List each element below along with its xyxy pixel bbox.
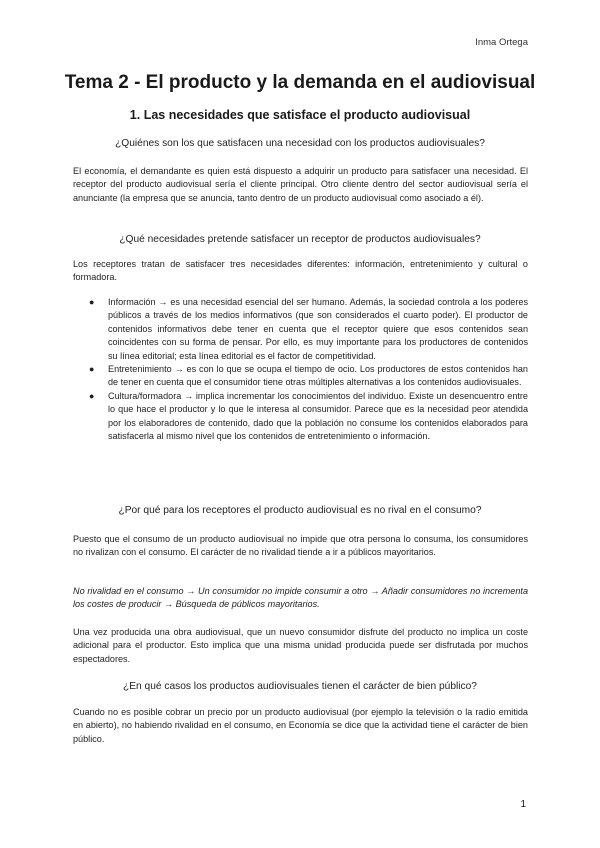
page-title: Tema 2 - El producto y la demanda en el audiovisual [64,72,536,93]
author-header: Inma Ortega [475,37,528,48]
question-heading-1: ¿Quiénes son los que satisfacen una necesidad con los productos audiovisuales? [115,138,485,149]
paragraph-1: El economía, el demandante es quien está dispuesto a adquirir un producto para satisfacer una necesidad. El receptor del producto audiovisual sería el cliente principal. Otro cliente dentro del sector audiovisual sería el anunciante (la empresa que se anuncia, tanto dentro de un producto audiovisual como asociado a él). [73,166,528,203]
section-heading: 1. Las necesidades que satisface el producto audiovisual [129,108,471,122]
list-item: ● Entretenimiento → es con lo que se ocupa el tiempo de ocio. Los productores de estos contenidos han de tener en cuenta que el consumidor tiene otras múltiples alternativas a los contenidos audiovisuales. [89,364,528,388]
bullet-icon: ● [89,297,95,307]
question-heading-2: ¿Qué necesidades pretende satisfacer un receptor de productos audiovisuales? [119,234,481,245]
bullet-icon: ● [89,364,95,375]
list-item: ● Cultura/formadora → implica incrementar los conocimientos del individuo. Existe un desencuentro entre lo que hace el productor y lo que le interesa al consumidor. Parece que es la necesidad peor atendida por los elaboradores de contenido, dado que la población no consume los contenidos elaborados para satisfacerla al mismo nivel que los contenidos de entretenimiento o información. [89,390,528,442]
paragraph-2: Los receptores tratan de satisfacer tres necesidades diferentes: información, entretenimiento y cultural o formadora. [73,259,528,283]
page-number: 1 [520,799,526,810]
paragraph-3: Puesto que el consumo de un producto audiovisual no impide que otra persona lo consuma, los consumidores no rivalizan con el consumo. El carácter de no rivalidad tiende a ir a públicos mayoritarios. [73,534,528,558]
paragraph-4-italic: No rivalidad en el consumo → Un consumidor no impide consumir a otro → Añadir consumidores no incrementa los costes de producir → Búsqueda de públicos mayoritarios. [73,586,528,610]
needs-list [73,296,528,443]
paragraph-5: Una vez producida una obra audiovisual, que un nuevo consumidor disfrute del producto no implica un coste adicional para el productor. Esto implica que una misma unidad producida puede ser disfrutada por muchos espectadores. [73,627,528,664]
list-item: ● Información → es una necesidad esencial del ser humano. Además, la sociedad controla a los poderes públicos a través de los medios informativos (que son considerados el cuarto poder). El productor de contenidos informativos debe tener en cuenta que el receptor quiere que esos contenidos sean coincidentes con su forma de pensar. Por ello, es muy importante para los productores de contenidos su línea editorial; esta línea editorial es el factor de competitividad. [89,297,528,361]
question-heading-3: ¿Por qué para los receptores el producto audiovisual es no rival en el consumo? [118,505,482,516]
bullet-icon: ● [89,390,95,401]
question-heading-4: ¿En qué casos los productos audiovisuales tienen el carácter de bien público? [123,681,477,692]
paragraph-6: Cuando no es posible cobrar un precio por un producto audiovisual (por ejemplo la televisión o la radio emitida en abierto), no habiendo rivalidad en el consumo, en Economía se dice que la actividad tiene el carácter de bien público. [73,707,528,744]
